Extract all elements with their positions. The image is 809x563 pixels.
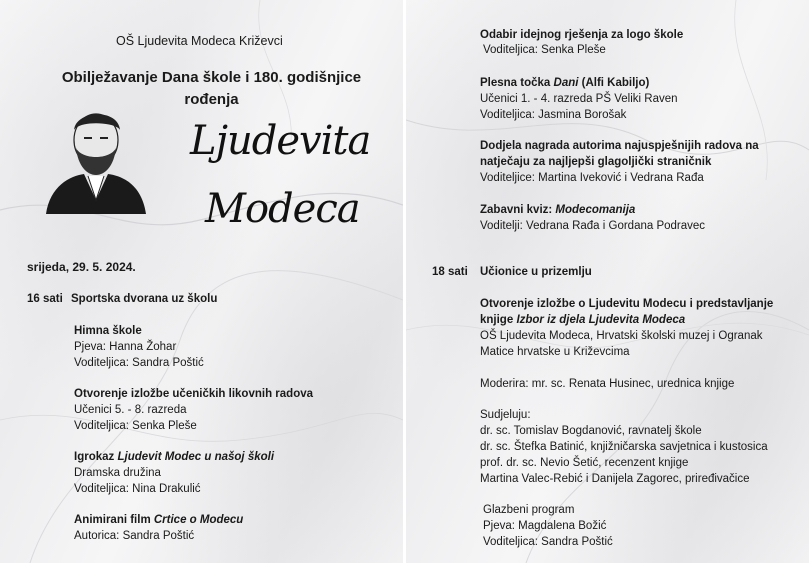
school-name: OŠ Ljudevita Modeca Križevci [116,34,283,48]
item-anthem-title: Himna škole [74,325,142,337]
exhibition-line1: Otvorenje izložbe o Ljudevitu Modecu i predstavljanje [480,298,774,310]
award-line1: Dodjela nagrada autorima najuspješnijih radova na [480,140,759,152]
award-line2: natječaju za najljepši glagoljički straničnik [480,156,712,168]
venue-sports-hall: Sportska dvorana uz školu [71,293,218,305]
left-page [0,0,403,563]
dance-line2: Voditeljica: Jasmina Borošak [480,109,627,121]
item-play-line2: Voditeljica: Nina Drakulić [74,483,201,495]
script-name-line-2: Modeca [205,186,360,232]
logo-title: Odabir idejnog rješenja za logo škole [480,29,684,41]
exhibition-line4: Matice hrvatske u Križevcima [480,346,630,358]
participant-item: dr. sc. Štefka Batinić, knjižničarska savjetnica i kustosica [480,441,768,453]
item-film-title: Animirani film Crtice o Modecu [74,514,244,526]
participant-item: dr. sc. Tomislav Bogdanović, ravnatelj škole [480,425,702,437]
script-name-line-1: Ljudevita [190,118,371,164]
item-exhibition-line2: Voditeljica: Senka Pleše [74,420,197,432]
participants-label: Sudjeluju: [480,409,531,421]
title-line-2: rođenja [184,91,239,108]
dance-line1: Učenici 1. - 4. razreda PŠ Veliki Raven [480,93,678,105]
award-line3: Voditeljice: Martina Iveković i Vedrana Rađa [480,172,704,184]
exhibition-line2: knjige Izbor iz djela Ljudevita Modeca [480,314,686,326]
music-line2: Voditeljica: Sandra Poštić [483,536,613,548]
participant-item: Martina Valec-Rebić i Danijela Zagorec, priređivačice [480,473,750,485]
logo-line: Voditeljica: Senka Pleše [483,44,606,56]
item-play-title: Igrokaz Ljudevit Modec u našoj školi [74,451,275,463]
moderator-line: Moderira: mr. sc. Renata Husinec, urednica knjige [480,378,735,390]
quiz-line: Voditelji: Vedrana Rađa i Gordana Podravec [480,220,706,232]
quiz-title: Zabavni kviz: Modecomanija [480,204,636,216]
time-16: 16 sati [27,293,63,305]
item-exhibition-title: Otvorenje izložbe učeničkih likovnih radova [74,388,314,400]
item-film-line1: Autorica: Sandra Poštić [74,530,195,542]
exhibition-line3: OŠ Ljudevita Modeca, Hrvatski školski muzej i Ogranak [480,330,763,342]
participant-item: prof. dr. sc. Nevio Šetić, recenzent knjige [480,457,689,469]
music-title: Glazbeni program [483,504,575,516]
item-anthem-line2: Voditeljica: Sandra Poštić [74,357,204,369]
music-line1: Pjeva: Magdalena Božić [483,520,607,532]
dance-title: Plesna točka Dani (Alfi Kabiljo) [480,77,650,89]
time-18: 18 sati [432,266,468,278]
portrait-engraving-icon [40,104,150,214]
venue-classrooms: Učionice u prizemlju [480,266,592,278]
item-play-line1: Dramska družina [74,467,161,479]
title-line-1: Obilježavanje Dana škole i 180. godišnjice [61,69,362,86]
item-anthem-line1: Pjeva: Hanna Žohar [74,341,177,353]
item-exhibition-line1: Učenici 5. - 8. razreda [74,404,187,416]
event-date: srijeda, 29. 5. 2024. [27,260,136,274]
right-page [406,0,809,563]
